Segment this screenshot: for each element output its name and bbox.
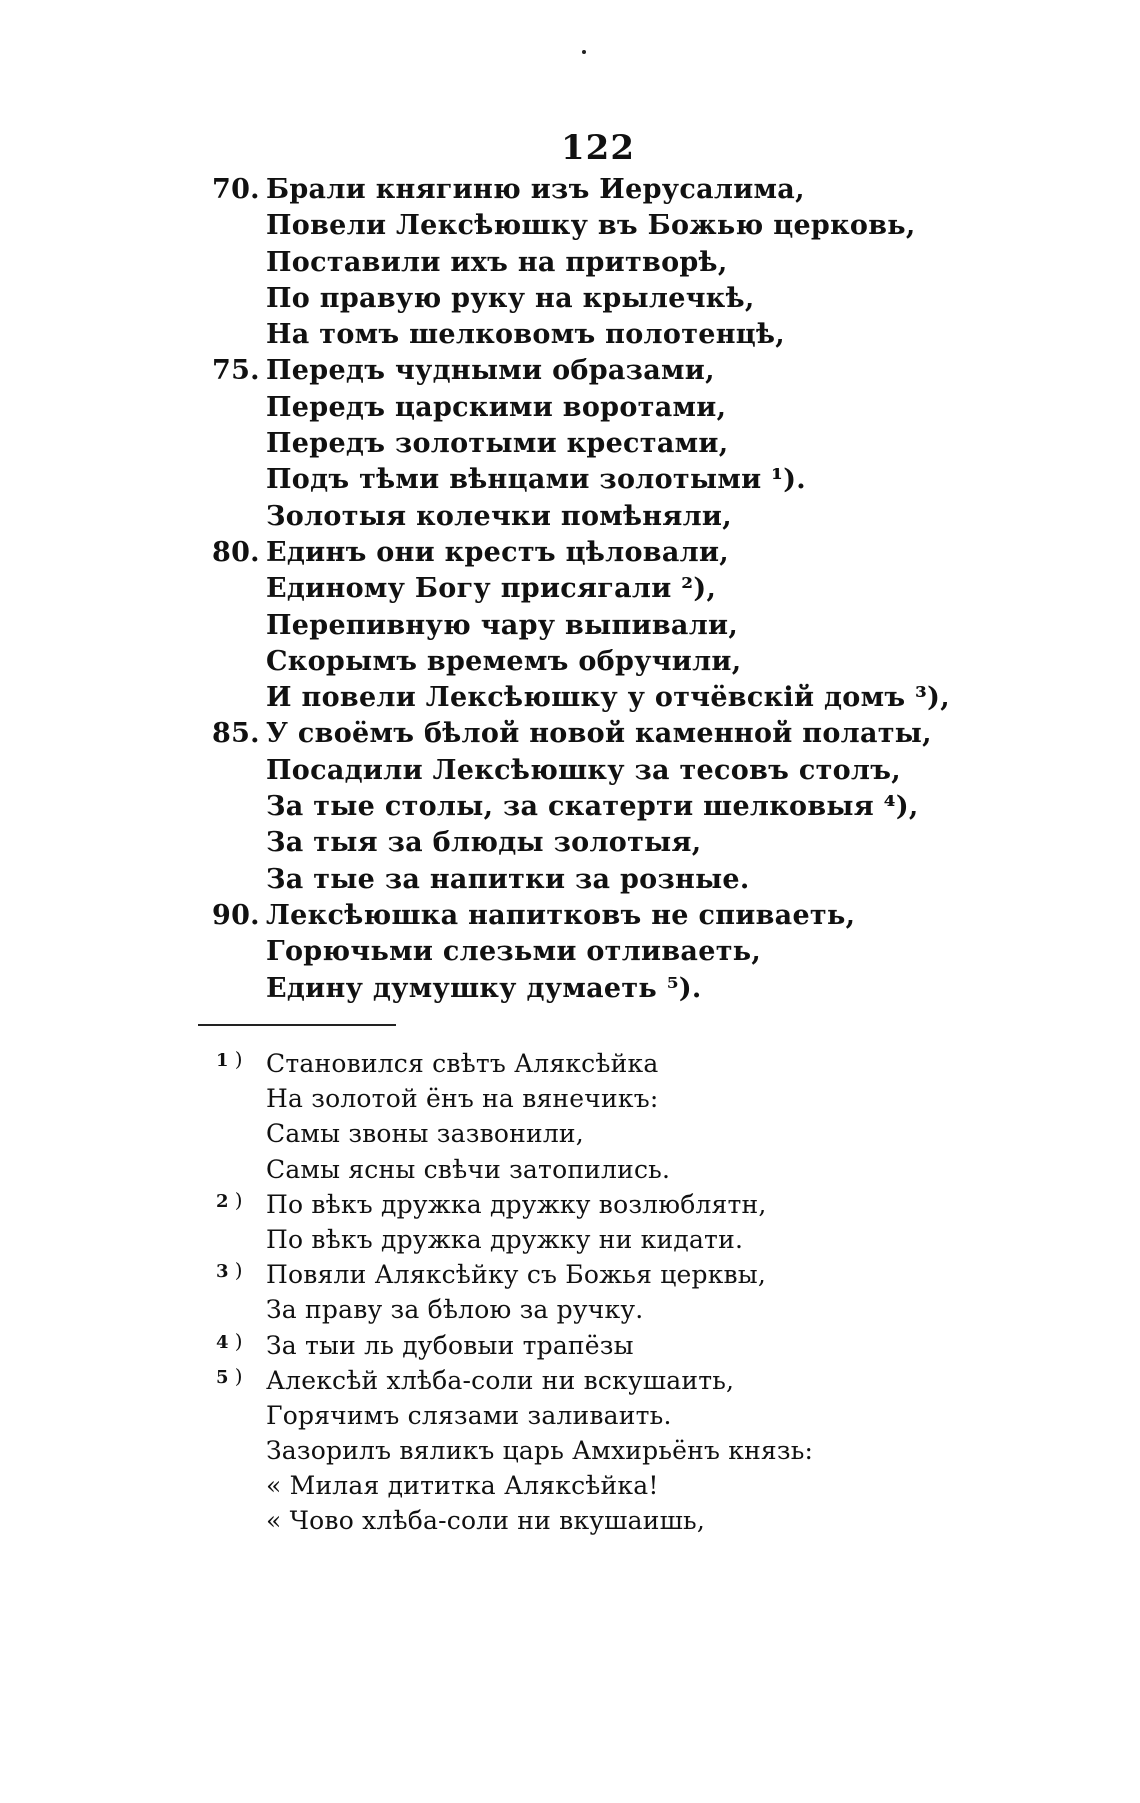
footnote-line [212,1116,1092,1151]
page-number: 122 [561,128,635,168]
line-text: Передъ чудными образами, [266,355,715,387]
line-text: Перепивную чару выпивали, [266,609,739,641]
line-number: 75. [212,355,260,387]
footnote-text: По вѣкъ дружка дружку возлюблятн, [266,1189,767,1219]
line-text: Единъ они крестъ цѣловали, [266,536,730,568]
line-text: На томъ шелковомъ полотенцѣ, [266,319,786,351]
poem-line [212,499,1092,535]
footnote-line [212,1222,1092,1257]
footnote-mark: 2 ) [216,1187,243,1212]
poem-line [212,535,1092,571]
poem-line [212,753,1092,789]
line-number: 80. [212,536,260,568]
line-text: Единому Богу присягали ²), [266,573,717,605]
line-text: И повели Лексѣюшку у отчёвскій домъ ³), [266,682,950,714]
footnote-mark: 3 ) [216,1258,243,1283]
line-number: 85. [212,718,260,750]
line-text: Посадили Лексѣюшку за тесовъ столъ, [266,754,901,786]
poem-line [212,208,1092,244]
footnote-text: По вѣкъ дружка дружку ни кидати. [266,1224,744,1254]
line-text: Передъ царскими воротами, [266,391,727,423]
line-text: Брали княгиню изъ Иерусалима, [266,174,805,205]
footnote-line [212,1433,1092,1468]
footnote-text: Самы звоны зазвонили, [266,1119,584,1149]
line-text: Скорымъ времемъ обручили, [266,645,742,677]
print-speck [582,50,586,54]
line-text: Горючьми слезьми отливаеть, [266,936,762,968]
line-text: За тые за напитки за розные. [266,863,750,895]
footnote-text: За праву за бѣлою за ручку. [266,1295,644,1325]
poem-line [212,608,1092,644]
footnote-mark: 1 ) [216,1047,243,1071]
footnote-text: Повяли Аляксѣйку съ Божья церквы, [266,1260,767,1290]
line-text: Передъ золотыми крестами, [266,428,729,460]
line-text: По правую руку на крылечкѣ, [266,282,755,314]
footnote-line [212,1398,1092,1433]
poem-line [212,426,1092,462]
footnotes [212,1046,1092,1539]
footnote-line [212,1152,1092,1187]
poem-line [212,390,1092,426]
poem-line [212,971,1092,1007]
poem-line [212,245,1092,281]
footnote-text: « Чово хлѣба-соли ни вкушаишь, [266,1506,705,1536]
line-text: Золотыя колечки помѣняли, [266,500,732,532]
footnote-line [212,1363,1092,1398]
footnote-line [212,1503,1092,1538]
footnote-text: За тыи ль дубовыи трапёзы [266,1330,634,1360]
line-number: 90. [212,899,260,931]
footnote-line [212,1292,1092,1327]
footnote-mark: 4 ) [216,1328,243,1353]
line-text: Поставили ихъ на притворѣ, [266,246,728,278]
footnote-line [212,1257,1092,1292]
footnote-line [212,1046,1092,1081]
poem-line [212,281,1092,317]
footnote-text: Алексѣй хлѣба-соли ни вскушаить, [266,1365,735,1395]
line-text: За тыя за блюды золотыя, [266,827,702,859]
line-text: За тые столы, за скатерти шелковыя ⁴), [266,791,919,823]
poem-line [212,317,1092,353]
line-text: Подъ тѣми вѣнцами золотыми ¹). [266,464,806,496]
line-number: 70. [212,174,260,205]
line-text: Повели Лексѣюшку въ Божью церковь, [266,210,916,242]
line-text: Лексѣюшка напитковъ не спиваеть, [266,899,856,931]
footnote-line [212,1328,1092,1363]
poem-line [212,571,1092,607]
poem-text [212,172,1092,1007]
poem-line [212,353,1092,389]
poem-line [212,789,1092,825]
line-text: Едину думушку думаеть ⁵). [266,972,702,1004]
poem-line [212,934,1092,970]
footnote-separator [198,1024,396,1026]
line-text: У своёмъ бѣлой новой каменной полаты, [266,718,932,750]
footnote-line [212,1081,1092,1116]
footnote-text: Зазорилъ вяликъ царь Амхирьёнъ князь: [266,1436,814,1466]
poem-line [212,898,1092,934]
poem-line [212,172,1092,208]
poem-line [212,862,1092,898]
footnote-text: Самы ясны свѣчи затопились. [266,1154,671,1184]
footnote-text: Становился свѣтъ Аляксѣйка [266,1049,659,1078]
poem-line [212,462,1092,498]
poem-line [212,644,1092,680]
poem-line [212,680,1092,716]
footnote-line [212,1468,1092,1503]
footnote-line [212,1187,1092,1222]
poem-line [212,825,1092,861]
poem-line [212,716,1092,752]
footnote-text: Горячимъ слязами заливаить. [266,1400,672,1430]
footnote-text: « Милая дититка Аляксѣйка! [266,1471,659,1501]
footnote-text: На золотой ёнъ на вянечикъ: [266,1084,659,1114]
footnote-mark: 5 ) [216,1363,243,1388]
